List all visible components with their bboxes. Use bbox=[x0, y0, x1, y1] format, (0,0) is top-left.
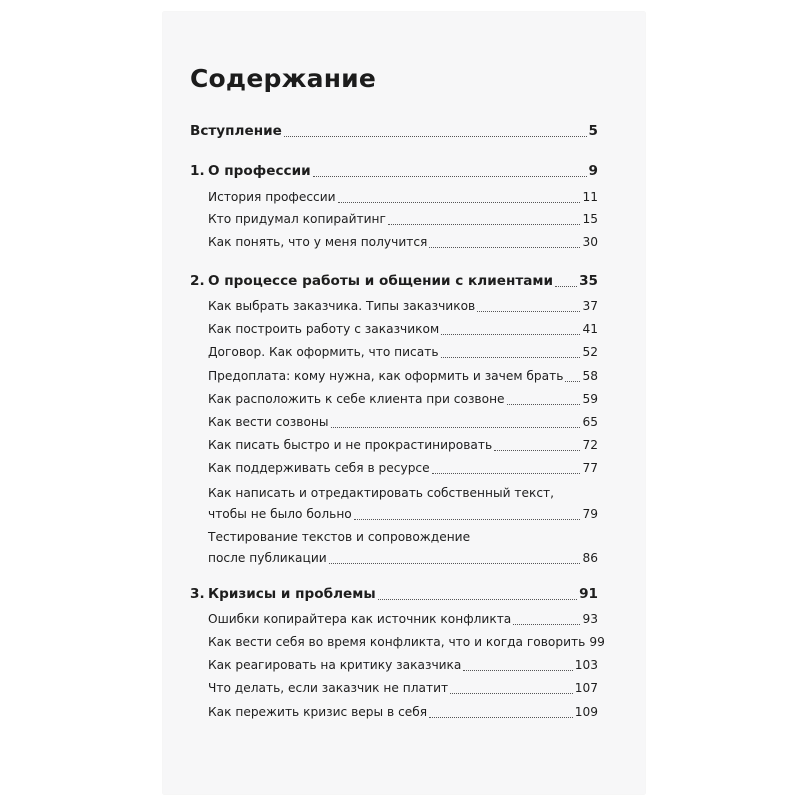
chapter-number: 1. bbox=[190, 163, 205, 179]
toc-page: 11 bbox=[582, 190, 598, 204]
toc-page: 59 bbox=[582, 392, 598, 406]
toc-item[interactable] bbox=[208, 551, 598, 566]
toc-label: после публикации bbox=[208, 551, 327, 565]
toc-page: 77 bbox=[582, 461, 598, 475]
toc-label: Кризисы и проблемы bbox=[208, 586, 376, 602]
toc-page: 107 bbox=[574, 681, 598, 695]
dot-leader bbox=[338, 202, 581, 203]
dot-leader bbox=[429, 247, 580, 248]
toc-item[interactable] bbox=[208, 705, 598, 720]
dot-leader bbox=[432, 473, 581, 474]
dot-leader bbox=[284, 136, 587, 137]
toc-label: Как построить работу с заказчиком bbox=[208, 322, 440, 336]
toc-page: 109 bbox=[574, 705, 598, 719]
toc-label: Как выбрать заказчика. Типы заказчиков bbox=[208, 299, 476, 313]
toc-item[interactable] bbox=[208, 235, 598, 250]
toc-page: 52 bbox=[582, 345, 598, 359]
toc-page: 103 bbox=[574, 658, 598, 672]
toc-page: 41 bbox=[582, 322, 598, 336]
toc-label: О процессе работы и общении с клиентами bbox=[208, 273, 554, 289]
toc-page: 35 bbox=[579, 273, 598, 289]
toc-item[interactable] bbox=[208, 438, 598, 453]
dot-leader bbox=[441, 334, 580, 335]
toc-item[interactable] bbox=[208, 190, 598, 205]
toc-item[interactable] bbox=[208, 658, 598, 673]
chapter-number: 3. bbox=[190, 586, 205, 602]
toc-page: 99 bbox=[589, 635, 605, 649]
dot-leader bbox=[329, 563, 581, 564]
dot-leader bbox=[513, 624, 580, 625]
toc-intro[interactable] bbox=[190, 124, 598, 139]
dot-leader bbox=[441, 357, 581, 358]
toc-page: 5 bbox=[588, 123, 598, 139]
dot-leader bbox=[354, 519, 581, 520]
toc-item[interactable] bbox=[208, 681, 598, 696]
toc-item-first-line: Тестирование текстов и сопровождение bbox=[208, 530, 471, 544]
toc-page: 72 bbox=[582, 438, 598, 452]
dot-leader bbox=[555, 286, 577, 287]
toc-label: История профессии bbox=[208, 190, 336, 204]
toc-page: 86 bbox=[582, 551, 598, 565]
toc-label: О профессии bbox=[208, 163, 311, 179]
toc-item[interactable] bbox=[208, 345, 598, 360]
toc-item[interactable] bbox=[208, 612, 598, 627]
toc-page: 30 bbox=[582, 235, 598, 249]
toc-item[interactable] bbox=[208, 369, 598, 384]
toc-label: Что делать, если заказчик не платит bbox=[208, 681, 449, 695]
dot-leader bbox=[507, 404, 581, 405]
dot-leader bbox=[313, 176, 587, 177]
toc-page: 37 bbox=[582, 299, 598, 313]
dot-leader bbox=[450, 693, 573, 694]
chapter-number: 2. bbox=[190, 273, 205, 289]
toc-chapter-1[interactable] bbox=[190, 164, 598, 179]
toc-label: Предоплата: кому нужна, как оформить и зачем брать bbox=[208, 369, 564, 383]
toc-page: 79 bbox=[582, 507, 598, 521]
toc-item[interactable] bbox=[208, 322, 598, 337]
dot-leader bbox=[565, 381, 580, 382]
toc-item-first-line: Как написать и отредактировать собственный текст, bbox=[208, 486, 555, 500]
toc-label: Как вести себя во время конфликта, что и когда говорить bbox=[208, 635, 586, 649]
toc-page: 91 bbox=[579, 586, 598, 602]
toc-label: Договор. Как оформить, что писать bbox=[208, 345, 439, 359]
toc-label: Как писать быстро и не прокрастинировать bbox=[208, 438, 493, 452]
toc-label: Кто придумал копирайтинг bbox=[208, 212, 386, 226]
toc-chapter-3[interactable] bbox=[190, 587, 598, 602]
dot-leader bbox=[463, 670, 572, 671]
dot-leader bbox=[388, 224, 581, 225]
toc-item[interactable] bbox=[208, 212, 598, 227]
toc-label: Как поддерживать себя в ресурсе bbox=[208, 461, 430, 475]
toc-label: Ошибки копирайтера как источник конфликта bbox=[208, 612, 512, 626]
toc-label: Вступление bbox=[190, 123, 282, 139]
dot-leader bbox=[331, 427, 581, 428]
page-title: Содержание bbox=[190, 64, 377, 93]
dot-leader bbox=[477, 311, 580, 312]
toc-page: 9 bbox=[588, 163, 598, 179]
toc-page: 93 bbox=[582, 612, 598, 626]
toc-page: 65 bbox=[582, 415, 598, 429]
toc-item[interactable] bbox=[208, 507, 598, 522]
toc-item[interactable] bbox=[208, 461, 598, 476]
toc-item[interactable] bbox=[208, 635, 605, 650]
toc-item[interactable] bbox=[208, 392, 598, 407]
toc-label: чтобы не было больно bbox=[208, 507, 352, 521]
toc-label: Как вести созвоны bbox=[208, 415, 329, 429]
toc-page: 58 bbox=[582, 369, 598, 383]
toc-label: Как расположить к себе клиента при созвоне bbox=[208, 392, 505, 406]
toc-item[interactable] bbox=[208, 415, 598, 430]
dot-leader bbox=[494, 450, 580, 451]
toc-item[interactable] bbox=[208, 299, 598, 314]
dot-leader bbox=[378, 599, 577, 600]
toc-label: Как реагировать на критику заказчика bbox=[208, 658, 462, 672]
dot-leader bbox=[429, 717, 573, 718]
toc-chapter-2[interactable] bbox=[190, 274, 598, 289]
toc-label: Как понять, что у меня получится bbox=[208, 235, 428, 249]
toc-label: Как пережить кризис веры в себя bbox=[208, 705, 428, 719]
toc-page: 15 bbox=[582, 212, 598, 226]
